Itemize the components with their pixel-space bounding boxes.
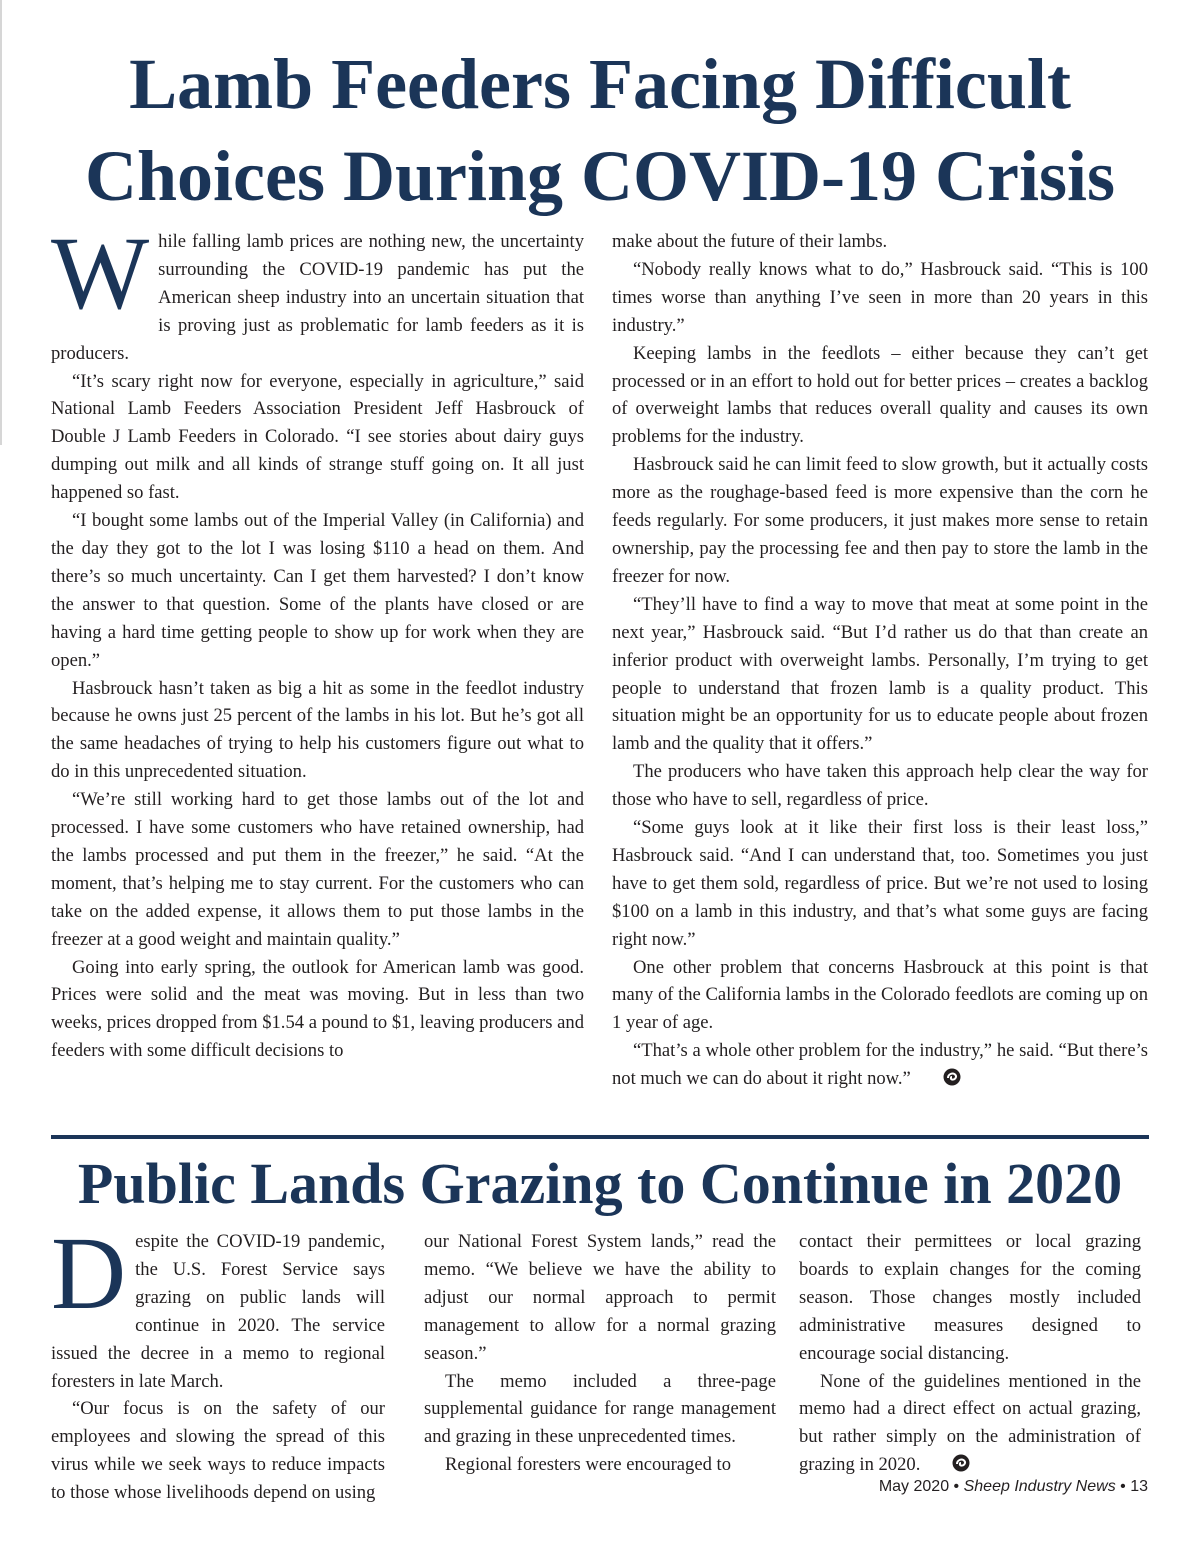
article-2-paragraph: “Our focus is on the safety of our employees and slowing the spread of this virus while we seek ways to reduce impacts to those whose livelihoods depend on using — [51, 1398, 385, 1504]
article-1-paragraph: “I bought some lambs out of the Imperial Valley (in California) and the day they got to the lot I was losing $110 a head on them. And there’s so much uncertainty. Can I get them harvested? I don’t know the answer to that question. Some of the plants have closed or are having a hard time getting people to show up for work when they are open.” — [51, 510, 584, 671]
article-1-paragraph: “Some guys look at it like their first loss is their least loss,” Hasbrouck said. “And I can understand that, too. Sometimes you just have to get them sold, regardless of price. But we’re not used to losing $100 on a lamb in this industry, and that’s what some guys are facing right now.” — [612, 817, 1148, 950]
article-2-dropcap: D — [51, 1216, 127, 1331]
article-1-paragraph: “We’re still working hard to get those lambs out of the lot and processed. I have some customers who have retained ownership, had the lambs processed and put them in the freezer,” he said. “At the moment, that’s helping me to stay current. For the customers who can take on the added expense, it allows them to put those lambs in the freezer at a good weight and maintain quality.” — [51, 789, 584, 950]
article-2-paragraph: None of the guidelines mentioned in the memo had a direct effect on actual grazing, but rather simply on the administration of grazing in 2020. — [799, 1368, 1141, 1483]
article-2-paragraph: our National Forest System lands,” read the memo. “We believe we have the ability to adjust our normal approach to permit management to allow for a normal grazing season.” — [424, 1231, 776, 1364]
page-footer — [879, 1478, 1148, 1496]
page-edge-rule — [0, 0, 2, 445]
article-1-paragraph: “That’s a whole other problem for the industry,” he said. “But there’s not much we can do about it right now.” — [612, 1037, 1148, 1096]
article-2-column-1 — [51, 1216, 385, 1507]
article-1-paragraph: “Nobody really knows what to do,” Hasbrouck said. “This is 100 times worse than anything I’ve seen in more than 20 years in this industry.” — [612, 258, 1148, 336]
article-1-paragraph: make about the future of their lambs. — [612, 231, 888, 252]
article-2-paragraph: Despite the COVID-19 pandemic, the U.S. Forest Service says grazing on public lands will continue in 2020. The service issued the decree in a memo to regional foresters in late March. — [51, 1216, 385, 1392]
article-1-column-2 — [612, 228, 1148, 1096]
article-1-paragraph: “It’s scary right now for everyone, especially in agriculture,” said National Lamb Feeders Association President Jeff Hasbrouck of Double J Lamb Feeders in Colorado. “I see stories about dairy guys dumping out milk and all kinds of strange stuff going on. It all just happened so fast. — [51, 370, 584, 504]
article-2-paragraph: Regional foresters were encouraged to — [445, 1454, 732, 1476]
footer-date: May 2020 — [878, 1478, 950, 1495]
footer-magazine-name: Sheep Industry News — [963, 1478, 1116, 1495]
article-1-title: Lamb Feeders Facing Difficult Choices During COVID-19 Crisis — [84, 44, 1115, 216]
article-1-paragraph: “They’ll have to find a way to move that meat at some point in the next year,” Hasbrouck said. “But I’d rather us do that than create an inferior product with overweight lambs. Personally, I’m trying to get people to understand that frozen lamb is a quality product. This situation might be an opportunity for us to educate people about frozen lamb and the quality that it offers.” — [612, 593, 1148, 755]
article-2-column-3 — [799, 1228, 1141, 1482]
article-2-paragraph: contact their permittees or local grazing boards to explain changes for the coming season. Those changes mostly included administrative measures designed to encourage social distancing. — [799, 1231, 1141, 1364]
article-1-paragraph: The producers who have taken this approach help clear the way for those who have to sell, regardless of price. — [612, 761, 1148, 811]
section-divider — [51, 1135, 1149, 1139]
footer-page-number: 13 — [1130, 1478, 1148, 1495]
article-1-paragraph: One other problem that concerns Hasbrouck at this point is that many of the California lambs in the Colorado feedlots are coming up on 1 year of age. — [612, 956, 1148, 1034]
article-1-paragraph: Keeping lambs in the feedlots – either because they can’t get processed or in an effort to hold out for better prices – creates a backlog of overweight lambs that reduces overall quality and causes its own problems for the industry. — [612, 342, 1148, 448]
article-2-paragraph: The memo included a three-page supplemental guidance for range management and grazing in these unprecedented times. — [424, 1370, 776, 1448]
article-2-title: Public Lands Grazing to Continue in 2020 — [77, 1151, 1123, 1216]
article-1-paragraph: Hasbrouck hasn’t taken as big a hit as some in the feedlot industry because he owns just 25 percent of the lambs in his lot. But he’s got all the same headaches of trying to help his customers figure out what to do in this unprecedented situation. — [51, 677, 584, 783]
swirl-end-mark-icon — [921, 1067, 962, 1096]
article-1-column-1 — [51, 216, 584, 1065]
article-1-paragraph: Hasbrouck said he can limit feed to slow growth, but it actually costs more as the roughage-based feed is more expensive than the corn he feeds regularly. For some producers, it just makes more sense to retain ownership, pay the processing fee and then pay to store the lamb in the freezer for now. — [612, 454, 1148, 587]
article-1-dropcap: W — [51, 216, 150, 331]
footer-bullet: • — [953, 1478, 960, 1495]
article-2-column-2 — [424, 1228, 776, 1479]
article-1-paragraph: Going into early spring, the outlook for American lamb was good. Prices were solid and the meat was moving. But in less than two weeks, prices dropped from $1.54 a pound to $1, leaving producers and feeders with some difficult decisions to — [51, 956, 584, 1062]
article-1-paragraph: While falling lamb prices are nothing new, the uncertainty surrounding the COVID-19 pandemic has put the American sheep industry into an uncertain situation that is proving just as problematic for lamb feeders as it is producers. — [51, 216, 584, 364]
footer-bullet: • — [1120, 1478, 1126, 1495]
